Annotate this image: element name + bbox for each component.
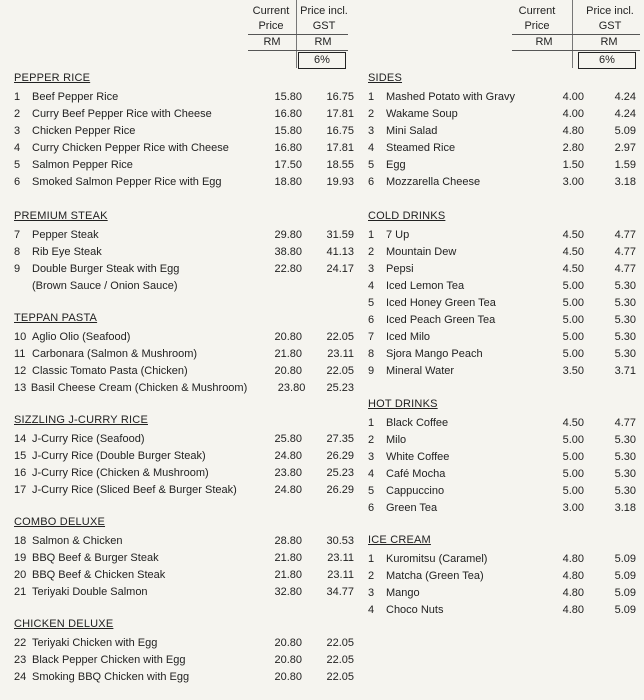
section-teppan-pasta: [14, 312, 354, 397]
item-number: 1: [368, 417, 375, 429]
item-number: 5: [14, 159, 21, 171]
item-gst-price: 5.30: [614, 280, 636, 292]
menu-item-row: [14, 106, 354, 123]
item-number: 2: [368, 246, 375, 258]
item-gst-price: 1.59: [614, 159, 636, 171]
item-name: Mineral Water: [386, 365, 455, 377]
item-number: 4: [368, 142, 375, 154]
item-name: Mountain Dew: [386, 246, 457, 258]
item-name: Aglio Olio (Seafood): [32, 331, 131, 343]
item-gst-price: 5.09: [614, 570, 636, 582]
menu-item-row: [14, 482, 354, 499]
item-gst-price: 5.09: [614, 553, 636, 565]
item-gst-price: 5.30: [614, 331, 636, 343]
menu-item-row: [368, 312, 636, 329]
item-name: Iced Lemon Tea: [386, 280, 465, 292]
item-number: 6: [368, 314, 375, 326]
item-name: Mozzarella Cheese: [386, 176, 481, 188]
header-rule: [248, 50, 348, 51]
menu-item-row: [14, 278, 354, 295]
item-current-price: 5.00: [562, 314, 584, 326]
item-gst-price: 4.77: [614, 417, 636, 429]
item-name: Egg: [386, 159, 406, 171]
item-number: 23: [14, 654, 27, 666]
item-number: 12: [14, 365, 27, 377]
menu-item-row: [14, 669, 354, 686]
item-name: BBQ Beef & Chicken Steak: [32, 569, 166, 581]
item-name: Classic Tomato Pasta (Chicken): [32, 365, 188, 377]
item-gst-price: 26.29: [326, 484, 354, 496]
menu-item-row: [368, 174, 636, 191]
item-current-price: 4.80: [562, 604, 584, 616]
item-number: 5: [368, 485, 375, 497]
item-name: Beef Pepper Rice: [32, 91, 119, 103]
item-current-price: 4.50: [562, 417, 584, 429]
item-current-price: 2.80: [562, 142, 584, 154]
item-gst-price: 5.09: [614, 604, 636, 616]
item-number: 8: [368, 348, 375, 360]
section-hot-drinks: [368, 398, 636, 517]
item-name: Choco Nuts: [386, 604, 444, 616]
menu-item-row: [368, 227, 636, 244]
item-current-price: 5.00: [562, 485, 584, 497]
item-gst-price: 5.30: [614, 485, 636, 497]
item-name: Wakame Soup: [386, 108, 458, 120]
item-current-price: 20.80: [274, 654, 302, 666]
item-number: 3: [368, 125, 375, 137]
item-gst-price: 25.23: [326, 382, 354, 394]
section-premium-steak: [14, 210, 354, 295]
menu-item-row: [368, 551, 636, 568]
section-title: ICE CREAM: [368, 534, 431, 546]
item-gst-price: 22.05: [326, 654, 354, 666]
item-current-price: 5.00: [562, 280, 584, 292]
menu-item-row: [368, 295, 636, 312]
menu-item-row: [368, 415, 636, 432]
item-number: 7: [368, 331, 375, 343]
item-current-price: 3.50: [562, 365, 584, 377]
item-name: Matcha (Green Tea): [386, 570, 484, 582]
section-pepper-rice: [14, 72, 354, 191]
item-current-price: 5.00: [562, 468, 584, 480]
item-current-price: 23.80: [274, 467, 302, 479]
item-name: Black Pepper Chicken with Egg: [32, 654, 186, 666]
gst-rate-box: 6%: [298, 52, 346, 69]
item-name: Carbonara (Salmon & Mushroom): [32, 348, 198, 360]
item-name: Curry Beef Pepper Rice with Cheese: [32, 108, 212, 120]
item-gst-price: 30.53: [326, 535, 354, 547]
item-current-price: 25.80: [274, 433, 302, 445]
item-gst-price: 26.29: [326, 450, 354, 462]
item-number: 11: [14, 348, 26, 360]
item-gst-price: 5.30: [614, 451, 636, 463]
menu-item-row: [368, 123, 636, 140]
menu-item-row: [14, 465, 354, 482]
menu-item-row: [14, 533, 354, 550]
menu-item-row: [368, 346, 636, 363]
item-number: 15: [14, 450, 27, 462]
item-name: Mashed Potato with Gravy: [386, 91, 516, 103]
item-name: Green Tea: [386, 502, 438, 514]
menu-item-row: [14, 635, 354, 652]
item-number: 4: [368, 280, 375, 292]
item-gst-price: 3.18: [614, 502, 636, 514]
item-gst-price: 3.71: [614, 365, 636, 377]
item-current-price: 4.50: [562, 229, 584, 241]
menu-item-row: [368, 432, 636, 449]
item-number: 2: [14, 108, 21, 120]
section-title: TEPPAN PASTA: [14, 312, 98, 324]
item-gst-price: 3.18: [614, 176, 636, 188]
item-gst-price: 24.17: [326, 263, 354, 275]
item-name: Pepsi: [386, 263, 414, 275]
item-gst-price: 4.77: [614, 263, 636, 275]
menu-item-row: [368, 140, 636, 157]
gst-rm-label: RM: [600, 36, 618, 48]
item-name: Steamed Rice: [386, 142, 456, 154]
item-name: Milo: [386, 434, 407, 446]
item-number: 20: [14, 569, 27, 581]
item-gst-price: 16.75: [326, 91, 354, 103]
section-combo-deluxe: [14, 516, 354, 601]
item-number: 4: [14, 142, 21, 154]
item-number: 18: [14, 535, 27, 547]
gst-rm-label: RM: [314, 36, 332, 48]
item-current-price: 3.00: [562, 176, 584, 188]
section-sizzling-j-curry-rice: [14, 414, 354, 499]
item-number: 9: [14, 263, 21, 275]
item-gst-price: 22.05: [326, 671, 354, 683]
item-current-price: 21.80: [274, 552, 302, 564]
item-gst-price: 5.30: [614, 348, 636, 360]
item-name: J-Curry Rice (Chicken & Mushroom): [32, 467, 209, 479]
item-number: 19: [14, 552, 27, 564]
menu-item-row: [368, 261, 636, 278]
item-name: Salmon Pepper Rice: [32, 159, 133, 171]
item-current-price: 5.00: [562, 434, 584, 446]
item-number: 16: [14, 467, 27, 479]
item-current-price: [240, 278, 302, 295]
header-rule: [512, 34, 640, 35]
menu-item-row: [368, 363, 636, 380]
item-name: J-Curry Rice (Double Burger Steak): [32, 450, 206, 462]
item-gst-price: 23.11: [327, 552, 354, 564]
item-name: 7 Up: [386, 229, 410, 241]
item-number: 2: [368, 434, 375, 446]
item-name: Pepper Steak: [32, 229, 99, 241]
section-title: SIZZLING J-CURRY RICE: [14, 414, 148, 426]
item-current-price: 28.80: [274, 535, 302, 547]
item-gst-price: 25.23: [326, 467, 354, 479]
current-price-header: Current Price: [518, 5, 556, 32]
item-gst-price: 17.81: [326, 142, 354, 154]
item-current-price: 4.80: [562, 125, 584, 137]
item-current-price: 4.80: [562, 570, 584, 582]
section-cold-drinks: [368, 210, 636, 380]
menu-item-row: [368, 278, 636, 295]
item-number: 8: [14, 246, 21, 258]
item-current-price: 20.80: [274, 331, 302, 343]
item-number: 3: [368, 587, 375, 599]
item-gst-price: 34.77: [326, 586, 354, 598]
item-number: 1: [368, 91, 375, 103]
item-gst-price: 5.09: [614, 125, 636, 137]
menu-item-row: [368, 500, 636, 517]
item-current-price: 23.80: [277, 382, 306, 394]
item-name: Rib Eye Steak: [32, 246, 102, 258]
item-gst-price: 17.81: [326, 108, 354, 120]
item-number: 6: [368, 176, 375, 188]
item-name: Basil Cheese Cream (Chicken & Mushroom): [30, 382, 248, 394]
price-incl-gst-header: Price incl. GST: [586, 5, 634, 32]
item-number: 4: [368, 604, 375, 616]
item-current-price: 29.80: [274, 229, 302, 241]
item-gst-price: 4.24: [614, 91, 636, 103]
item-gst-price: 23.11: [327, 569, 354, 581]
menu-item-row: [368, 568, 636, 585]
item-name: Mini Salad: [386, 125, 438, 137]
item-name: Smoked Salmon Pepper Rice with Egg: [32, 176, 222, 188]
item-name: Curry Chicken Pepper Rice with Cheese: [32, 142, 229, 154]
item-name: BBQ Beef & Burger Steak: [32, 552, 159, 564]
item-gst-price: 27.35: [326, 433, 354, 445]
item-name: J-Curry Rice (Sliced Beef & Burger Steak): [32, 484, 237, 496]
item-current-price: 18.80: [274, 176, 302, 188]
menu-item-row: [14, 567, 354, 584]
menu-item-row: [14, 174, 354, 191]
item-name: Chicken Pepper Rice: [32, 125, 136, 137]
menu-item-row: [14, 140, 354, 157]
item-number: 2: [368, 108, 375, 120]
item-name: Double Burger Steak with Egg: [32, 263, 180, 275]
item-number: 5: [368, 159, 375, 171]
item-name: Sjora Mango Peach: [386, 348, 483, 360]
item-name: Salmon & Chicken: [32, 535, 123, 547]
menu-item-row: [14, 244, 354, 261]
section-title: HOT DRINKS: [368, 398, 438, 410]
section-title: COMBO DELUXE: [14, 516, 106, 528]
item-number: 24: [14, 671, 27, 683]
item-number: 6: [368, 502, 375, 514]
item-number: 7: [14, 229, 21, 241]
item-name: Mango: [386, 587, 420, 599]
item-name: Smoking BBQ Chicken with Egg: [32, 671, 190, 683]
item-name: Iced Peach Green Tea: [386, 314, 496, 326]
menu-item-row: [368, 157, 636, 174]
item-current-price: 3.00: [562, 502, 584, 514]
item-current-price: 24.80: [274, 450, 302, 462]
item-current-price: 20.80: [274, 671, 302, 683]
item-gst-price: 5.30: [614, 468, 636, 480]
item-current-price: 16.80: [274, 108, 302, 120]
item-gst-price: 4.24: [614, 108, 636, 120]
menu-item-row: [14, 584, 354, 601]
item-number: 3: [368, 451, 375, 463]
menu-item-row: [14, 380, 354, 397]
gst-rate-box: 6%: [578, 52, 636, 69]
item-number: 1: [14, 91, 21, 103]
item-number: 1: [368, 553, 375, 565]
item-gst-price: 41.13: [326, 246, 354, 258]
item-number: 4: [368, 468, 375, 480]
item-name: Teriyaki Chicken with Egg: [32, 637, 158, 649]
menu-item-row: [14, 431, 354, 448]
menu-item-row: [368, 244, 636, 261]
section-chicken-deluxe: [14, 618, 354, 686]
item-number: 2: [368, 570, 375, 582]
menu-item-row: [368, 329, 636, 346]
item-gst-price: 22.05: [326, 365, 354, 377]
item-name: J-Curry Rice (Seafood): [32, 433, 145, 445]
item-current-price: 4.00: [562, 108, 584, 120]
item-name: Cappuccino: [386, 485, 445, 497]
item-gst-price: 18.55: [326, 159, 354, 171]
header-rule: [248, 34, 348, 35]
item-current-price: 4.50: [562, 246, 584, 258]
item-number: 21: [14, 586, 27, 598]
item-current-price: 24.80: [274, 484, 302, 496]
item-number: 13: [14, 382, 27, 394]
item-gst-price: 23.11: [327, 348, 354, 360]
menu-item-row: [14, 652, 354, 669]
section-sides: [368, 72, 636, 191]
section-title: SIDES: [368, 72, 403, 84]
menu-item-row: [368, 466, 636, 483]
item-current-price: 5.00: [562, 348, 584, 360]
menu-item-row: [14, 448, 354, 465]
item-current-price: 5.00: [562, 331, 584, 343]
menu-item-row: [368, 585, 636, 602]
item-gst-price: 4.77: [614, 246, 636, 258]
item-number: [14, 278, 32, 295]
item-gst-price: 22.05: [326, 331, 354, 343]
item-current-price: 15.80: [274, 91, 302, 103]
section-title: PREMIUM STEAK: [14, 210, 108, 222]
item-number: 9: [368, 365, 375, 377]
item-current-price: 4.00: [562, 91, 584, 103]
item-current-price: 20.80: [274, 365, 302, 377]
item-current-price: 5.00: [562, 451, 584, 463]
menu-item-row: [368, 106, 636, 123]
item-current-price: 4.80: [562, 587, 584, 599]
item-gst-price: 5.30: [614, 297, 636, 309]
item-current-price: 21.80: [274, 348, 302, 360]
item-current-price: 17.50: [274, 159, 302, 171]
item-gst-price: 31.59: [326, 229, 354, 241]
menu-item-row: [14, 346, 354, 363]
item-number: 3: [368, 263, 375, 275]
item-number: 3: [14, 125, 21, 137]
item-gst-price: 5.09: [614, 587, 636, 599]
item-current-price: 15.80: [274, 125, 302, 137]
item-gst-price: 22.05: [326, 637, 354, 649]
section-title: PEPPER RICE: [14, 72, 91, 84]
item-gst-price: 16.75: [326, 125, 354, 137]
item-name: Iced Honey Green Tea: [386, 297, 496, 309]
item-current-price: 32.80: [274, 586, 302, 598]
item-current-price: 4.50: [562, 263, 584, 275]
current-rm-label: RM: [535, 36, 553, 48]
menu-item-row: [14, 89, 354, 106]
menu-item-row: [14, 123, 354, 140]
item-name: (Brown Sauce / Onion Sauce): [32, 280, 178, 292]
item-number: 1: [368, 229, 375, 241]
section-title: COLD DRINKS: [368, 210, 446, 222]
item-name: Teriyaki Double Salmon: [32, 586, 148, 598]
item-current-price: 16.80: [274, 142, 302, 154]
price-incl-gst-header: Price incl. GST: [300, 5, 348, 32]
current-rm-label: RM: [263, 36, 281, 48]
header-rule: [512, 50, 640, 51]
item-name: Kuromitsu (Caramel): [386, 553, 488, 565]
section-title: CHICKEN DELUXE: [14, 618, 114, 630]
item-gst-price: 5.30: [614, 314, 636, 326]
menu-item-row: [14, 550, 354, 567]
item-current-price: 4.80: [562, 553, 584, 565]
item-number: 22: [14, 637, 27, 649]
item-current-price: 22.80: [274, 263, 302, 275]
item-gst-price: 19.93: [326, 176, 354, 188]
menu-item-row: [14, 227, 354, 244]
item-gst-price: 2.97: [614, 142, 636, 154]
item-gst-price: [302, 278, 354, 295]
menu-item-row: [14, 261, 354, 278]
item-number: 10: [14, 331, 27, 343]
item-name: White Coffee: [386, 451, 450, 463]
menu-item-row: [14, 157, 354, 174]
item-number: 14: [14, 433, 27, 445]
item-current-price: 21.80: [274, 569, 302, 581]
menu-item-row: [368, 602, 636, 619]
menu-item-row: [368, 89, 636, 106]
item-current-price: 38.80: [274, 246, 302, 258]
menu-item-row: [368, 449, 636, 466]
item-current-price: 20.80: [274, 637, 302, 649]
section-ice-cream: [368, 534, 636, 619]
menu-item-row: [14, 363, 354, 380]
item-gst-price: 5.30: [614, 434, 636, 446]
item-name: Iced Milo: [386, 331, 431, 343]
item-gst-price: 4.77: [614, 229, 636, 241]
item-number: 17: [14, 484, 27, 496]
item-name: Café Mocha: [386, 468, 446, 480]
item-name: Black Coffee: [386, 417, 449, 429]
current-price-header: Current Price: [252, 5, 290, 32]
menu-item-row: [14, 329, 354, 346]
item-number: 6: [14, 176, 21, 188]
item-number: 5: [368, 297, 375, 309]
item-current-price: 1.50: [562, 159, 584, 171]
item-current-price: 5.00: [562, 297, 584, 309]
menu-item-row: [368, 483, 636, 500]
